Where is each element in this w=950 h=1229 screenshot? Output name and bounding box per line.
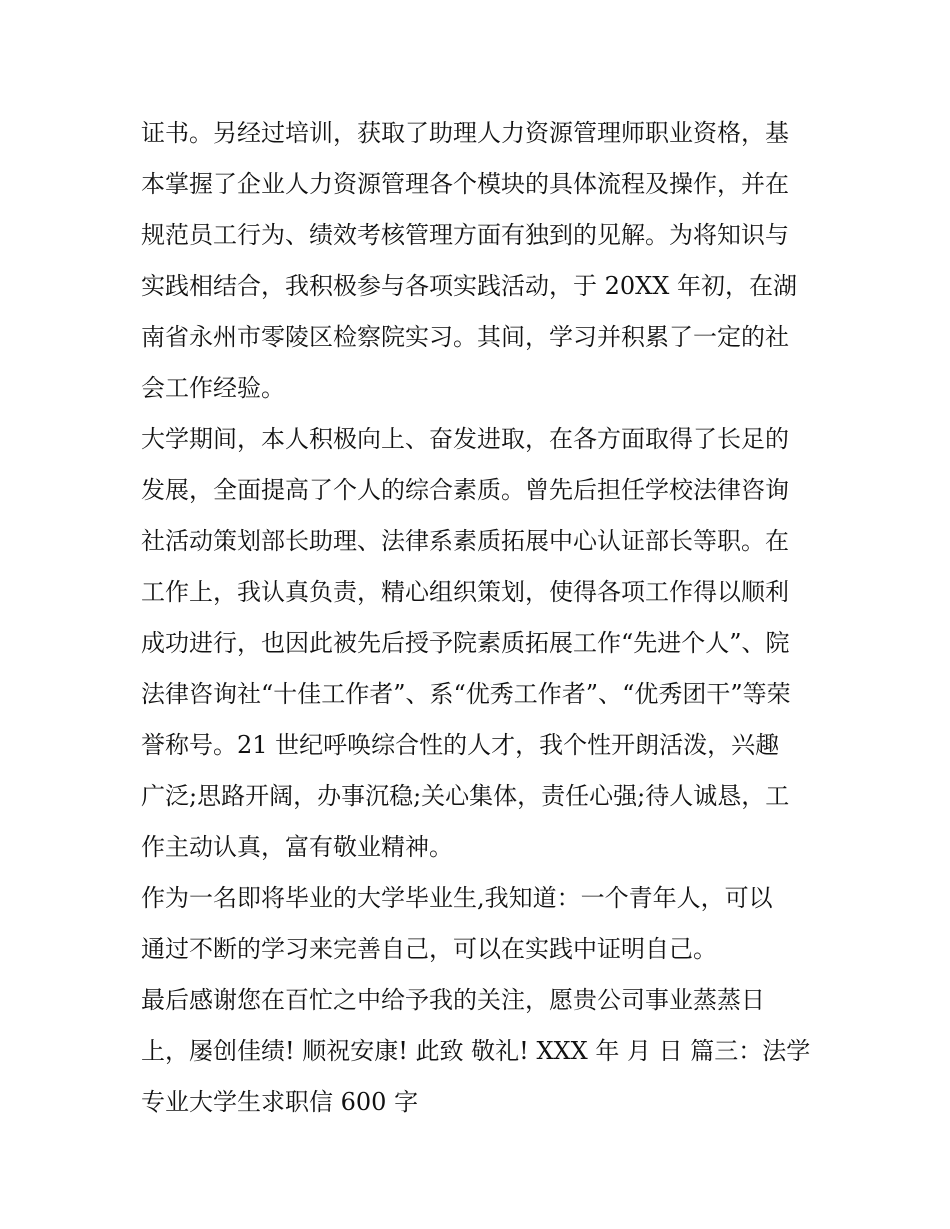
text-line: 成功进行，也因此被先后授予院素质拓展工作“先进个人”、院 <box>141 629 790 657</box>
text-line: 法律咨询社“十佳工作者”、系“优秀工作者”、“优秀团干”等荣 <box>141 680 791 708</box>
text-line: 作为一名即将毕业的大学毕业生,我知道：一个青年人，可以 <box>141 884 773 912</box>
text-line: 专业大学生求职信 600 字 <box>141 1088 419 1116</box>
text-line: 南省永州市零陵区检察院实习。其间，学习并积累了一定的社 <box>141 323 789 351</box>
text-line: 社活动策划部长助理、法律系素质拓展中心认证部长等职。在 <box>141 527 789 555</box>
text-line: 通过不断的学习来完善自己，可以在实践中证明自己。 <box>141 935 717 963</box>
text-line: 证书。另经过培训，获取了助理人力资源管理师职业资格，基 <box>141 119 789 147</box>
text-line: 工作上，我认真负责，精心组织策划，使得各项工作得以顺利 <box>141 578 789 606</box>
text-line: 规范员工行为、绩效考核管理方面有独到的见解。为将知识与 <box>141 221 789 249</box>
body-text <box>141 108 821 1117</box>
text-line: 会工作经验。 <box>141 374 285 402</box>
text-line: 作主动认真，富有敬业精神。 <box>141 833 453 861</box>
text-line: 誉称号。21 世纪呼唤综合性的人才，我个性开朗活泼，兴趣 <box>141 731 780 759</box>
text-line: 实践相结合，我积极参与各项实践活动，于 20XX 年初，在湖 <box>141 272 797 300</box>
text-line: 最后感谢您在百忙之中给予我的关注，愿贵公司事业蒸蒸日 <box>141 986 765 1014</box>
text-line: 发展，全面提高了个人的综合素质。曾先后担任学校法律咨询 <box>141 476 789 504</box>
text-line: 本掌握了企业人力资源管理各个模块的具体流程及操作，并在 <box>141 170 789 198</box>
text-line: 广泛;思路开阔，办事沉稳;关心集体，责任心强;待人诚恳，工 <box>141 782 790 810</box>
text-line: 上，屡创佳绩! 顺祝安康! 此致 敬礼! XXX 年 月 日 篇三：法学 <box>141 1037 811 1065</box>
text-line: 大学期间，本人积极向上、奋发进取，在各方面取得了长足的 <box>141 425 789 453</box>
